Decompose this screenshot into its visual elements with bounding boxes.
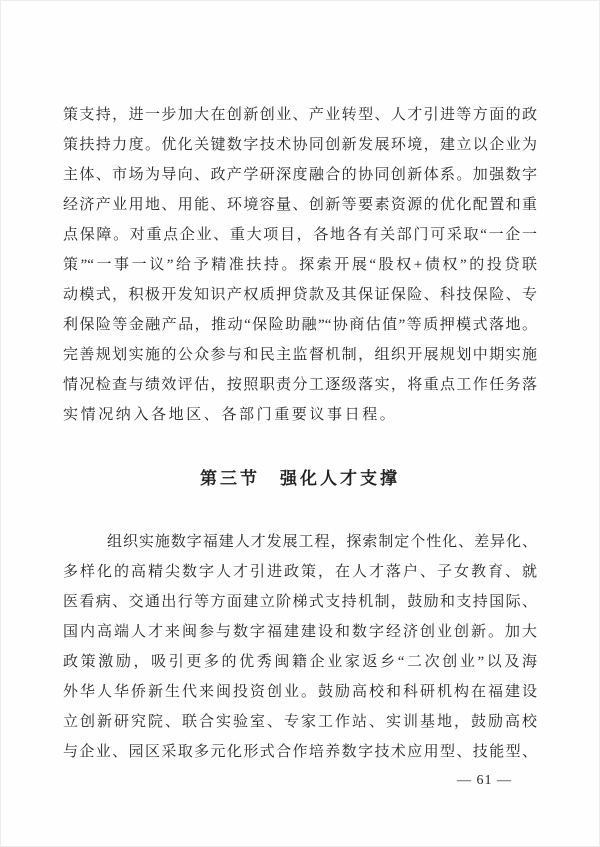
text-line: 医看病、交通出行等方面建立阶梯式支持机制，鼓励和支持国际、 <box>63 594 537 610</box>
text-line: 主体、市场为导向、政产学研深度融合的协同创新体系。加强数字 <box>63 167 537 183</box>
text-line: 政策激励，吸引更多的优秀闽籍企业家返乡“二次创业”以及海 <box>63 654 537 670</box>
text-line: 策扶持力度。优化关键数字技术协同创新发展环境，建立以企业为 <box>63 137 537 153</box>
text-line: 实情况纳入各地区、各部门重要议事日程。 <box>63 407 398 423</box>
text-line: 外华人华侨新生代来闽投资创业。鼓励高校和科研机构在福建设 <box>63 684 537 700</box>
text-line: 完善规划实施的公众参与和民主监督机制，组织开展规划中期实施 <box>63 347 537 363</box>
text-line: 策支持，进一步加大在创新创业、产业转型、人才引进等方面的政 <box>63 107 537 123</box>
page-number: — 61 — <box>457 773 512 788</box>
text-line: 组织实施数字福建人才发展工程，探索制定个性化、差异化、 <box>107 534 537 550</box>
text-line: 国内高端人才来闽参与数字福建建设和数字经济创业创新。加大 <box>63 624 537 640</box>
text-line: 经济产业用地、用能、环境容量、创新等要素资源的优化配置和重 <box>63 197 537 213</box>
text-line: 策”“一事一议”给予精准扶持。探索开展“股权+债权”的投贷联 <box>63 257 537 273</box>
text-line: 立创新研究院、联合实验室、专家工作站、实训基地，鼓励高校 <box>63 714 537 730</box>
section-heading: 第三节 强化人才支撑 <box>200 469 400 488</box>
paragraph-policy-support <box>63 100 537 430</box>
text-line: 点保障。对重点企业、重大项目，各地各有关部门可采取“一企一 <box>63 227 537 243</box>
text-line: 情况检查与绩效评估，按照职责分工逐级落实，将重点工作任务落 <box>63 377 537 393</box>
text-line: 与企业、园区采取多元化形式合作培养数字技术应用型、技能型、 <box>63 744 537 760</box>
paragraph-talent-support <box>63 527 537 767</box>
text-line: 动模式，积极开发知识产权质押贷款及其保证保险、科技保险、专 <box>63 287 537 303</box>
text-line: 多样化的高精尖数字人才引进政策，在人才落户、子女教育、就 <box>63 564 537 580</box>
text-line: 利保险等金融产品，推动“保险助融”“协商估值”等质押模式落地。 <box>63 317 537 333</box>
